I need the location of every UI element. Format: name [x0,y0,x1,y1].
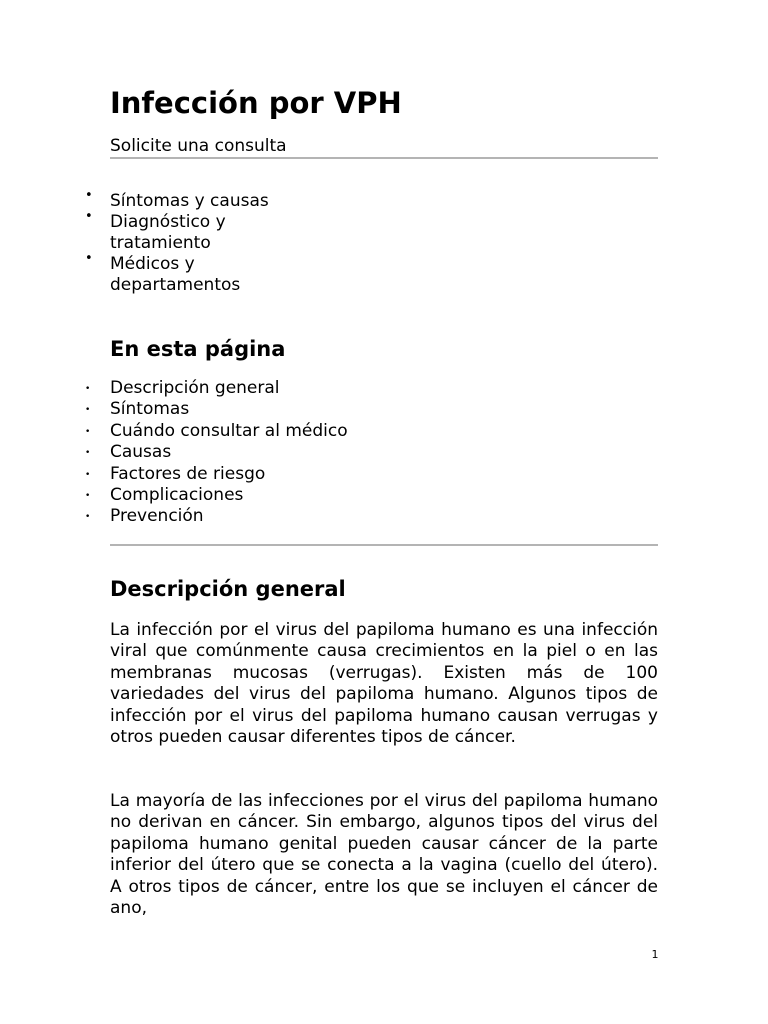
on-this-page-heading: En esta página [110,337,286,361]
body-paragraph: La infección por el virus del papiloma humano es una infección viral que comúnmente causa crecimientos en la piel o en las membranas mucosas (verrugas). Existen más de 100 variedades del virus del papiloma humano. Algunos tipos de infección por el virus del papiloma humano causan verrugas y otros pueden causar diferentes tipos de cáncer. [110,620,658,748]
page-title: Infección por VPH [110,86,402,120]
section-heading-descripcion-general: Descripción general [110,577,346,601]
section-nav-list [85,188,270,296]
toc-item-cuando-consultar[interactable] [85,420,348,442]
bullet-icon: • [85,491,91,502]
nav-item-label[interactable]: Síntomas y causas [110,191,269,211]
toc-item-prevencion[interactable] [85,506,348,527]
bullet-icon: • [85,512,91,523]
request-consultation-link[interactable]: Solicite una consulta [110,136,287,156]
toc-item-factores-riesgo[interactable] [85,463,348,485]
toc-item-label[interactable]: Descripción general [110,378,280,398]
on-this-page-list [85,378,348,528]
bullet-icon: • [85,426,91,437]
toc-item-complicaciones[interactable] [85,485,348,506]
toc-item-label[interactable]: Cuándo consultar al médico [110,420,348,441]
nav-item-medicos-departamentos[interactable] [85,251,270,296]
bullet-icon: • [85,469,91,480]
body-paragraph: La mayoría de las infecciones por el virus del papiloma humano no derivan en cáncer. Sin embargo, algunos tipos del virus del papiloma humano genital pueden causar cáncer de la parte inferior del útero que se conecta a la vagina (cuello del útero). A otros tipos de cáncer, entre los que se incluyen el cáncer de ano, [110,791,658,919]
bullet-icon: • [85,405,91,416]
toc-item-sintomas[interactable] [85,399,348,420]
nav-item-sintomas-causas[interactable] [85,188,270,212]
toc-item-label[interactable]: Causas [110,442,172,463]
divider [110,157,658,159]
divider [110,544,658,546]
page-number: 1 [651,948,659,961]
bullet-icon: • [85,251,93,266]
nav-item-diagnostico-tratamiento[interactable] [85,209,270,254]
bullet-icon: • [85,188,93,203]
toc-item-descripcion-general[interactable] [85,378,348,399]
nav-item-label[interactable]: Médicos y departamentos [110,254,241,295]
bullet-icon: • [85,448,91,459]
toc-item-label[interactable]: Complicaciones [110,485,244,506]
bullet-icon: • [85,209,93,224]
toc-item-label[interactable]: Síntomas [110,399,190,420]
toc-item-label[interactable]: Factores de riesgo [110,463,266,484]
toc-item-label[interactable]: Prevención [110,506,204,527]
toc-item-causas[interactable] [85,442,348,463]
bullet-icon: • [85,384,91,394]
nav-item-label[interactable]: Diagnóstico y tratamiento [110,212,226,253]
